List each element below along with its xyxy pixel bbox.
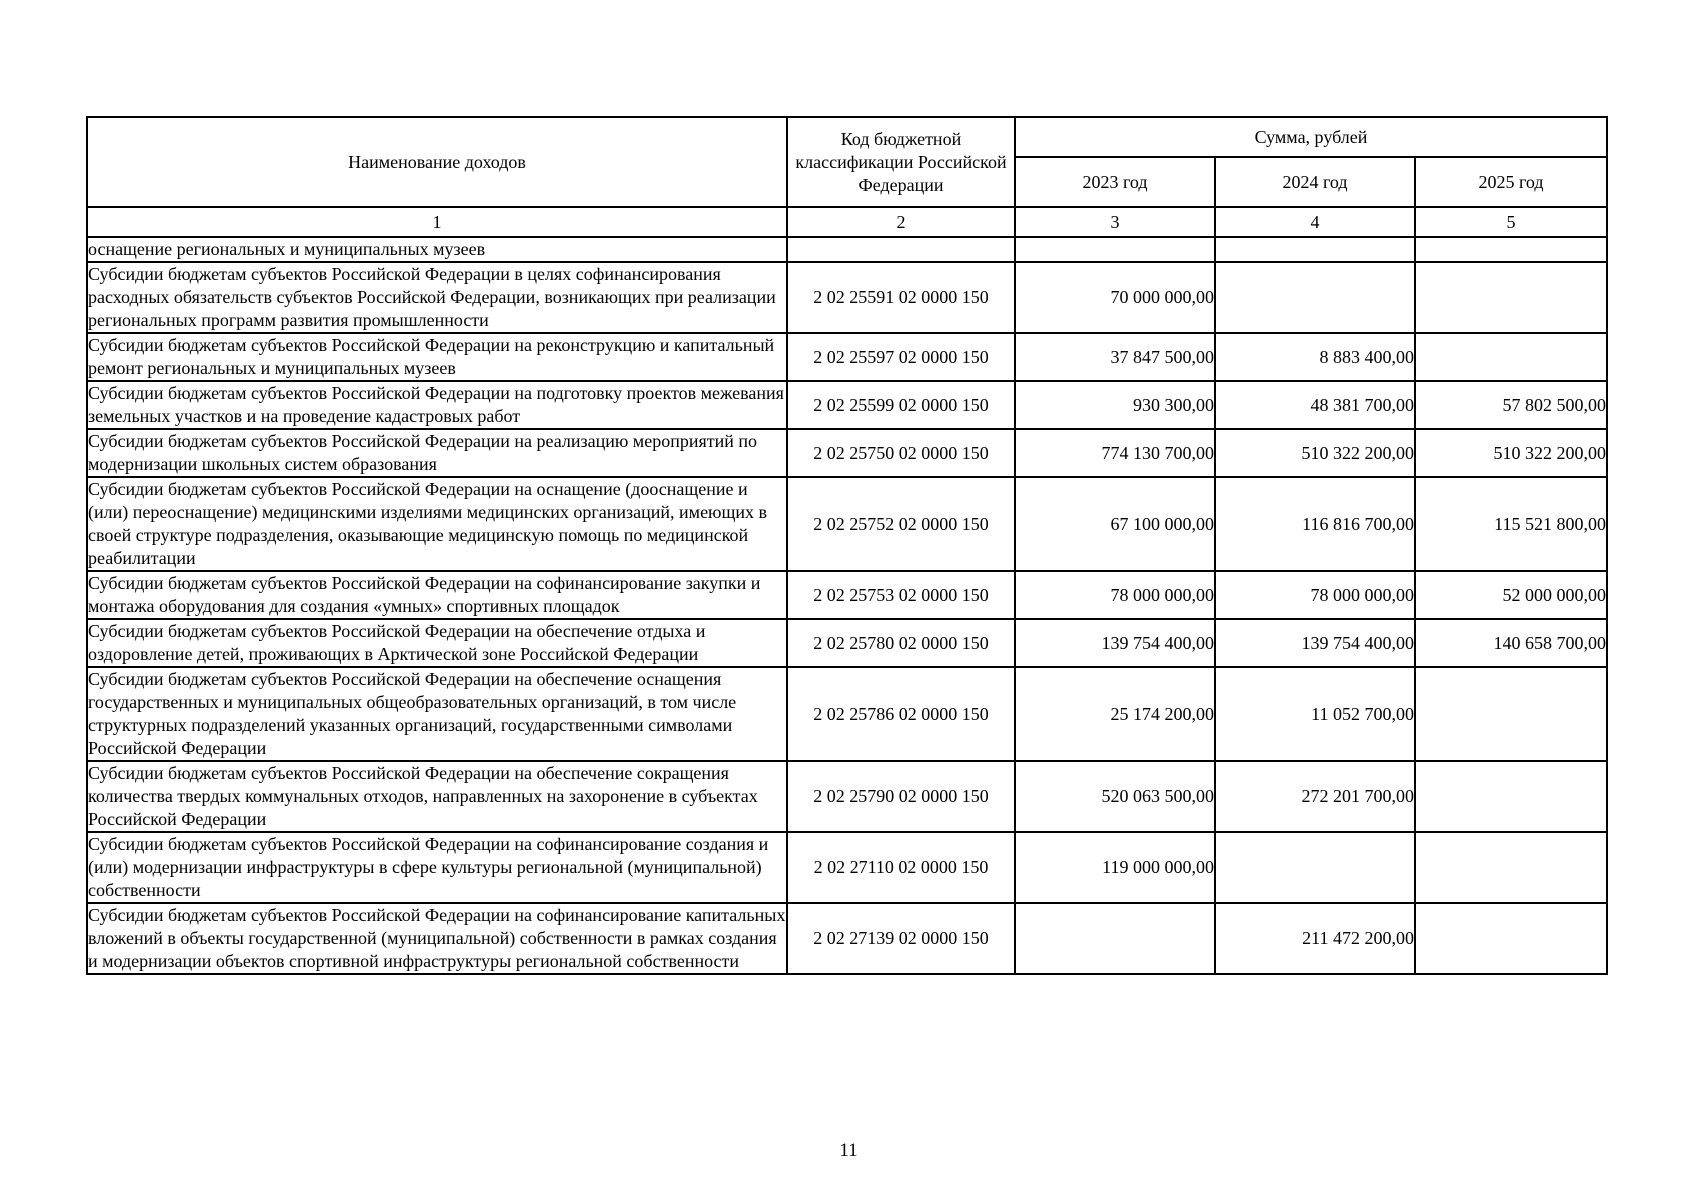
column-number: 2 <box>787 207 1015 237</box>
budget-code: 2 02 25752 02 0000 150 <box>787 477 1015 571</box>
income-name: Субсидии бюджетам субъектов Российской Федерации на софинансирование закупки и монтажа оборудования для создания «умных» спортивных площадок <box>87 571 787 619</box>
header-income-name: Наименование доходов <box>87 117 787 207</box>
budget-code: 2 02 25786 02 0000 150 <box>787 667 1015 761</box>
amount-2025 <box>1415 903 1607 974</box>
table-row <box>87 832 1607 903</box>
amount-2025 <box>1415 237 1607 262</box>
income-name: Субсидии бюджетам субъектов Российской Федерации на обеспечение сокращения количества твердых коммунальных отходов, направленных на захоронение в субъектах Российской Федерации <box>87 761 787 832</box>
income-name: Субсидии бюджетам субъектов Российской Федерации на оснащение (дооснащение и (или) переоснащение) медицинскими изделиями медицинских организаций, имеющих в своей структуре подразделения, оказывающие медицинскую помощь по медицинской реабилитации <box>87 477 787 571</box>
amount-2023: 139 754 400,00 <box>1015 619 1215 667</box>
amount-2023 <box>1015 237 1215 262</box>
income-name: Субсидии бюджетам субъектов Российской Федерации на софинансирование создания и (или) модернизации инфраструктуры в сфере культуры региональной (муниципальной) собственности <box>87 832 787 903</box>
income-name: Субсидии бюджетам субъектов Российской Федерации на обеспечение оснащения государственных и муниципальных общеобразовательных организаций, в том числе структурных подразделений указанных организаций, государственными символами Российской Федерации <box>87 667 787 761</box>
amount-2023: 37 847 500,00 <box>1015 333 1215 381</box>
budget-code: 2 02 25597 02 0000 150 <box>787 333 1015 381</box>
amount-2024: 11 052 700,00 <box>1215 667 1415 761</box>
column-number: 5 <box>1415 207 1607 237</box>
budget-code: 2 02 27110 02 0000 150 <box>787 832 1015 903</box>
income-name: Субсидии бюджетам субъектов Российской Федерации на обеспечение отдыха и оздоровление детей, проживающих в Арктической зоне Российской Федерации <box>87 619 787 667</box>
column-number: 1 <box>87 207 787 237</box>
revenue-table <box>86 116 1608 975</box>
amount-2023 <box>1015 903 1215 974</box>
amount-2024: 116 816 700,00 <box>1215 477 1415 571</box>
table-row <box>87 761 1607 832</box>
budget-code: 2 02 25780 02 0000 150 <box>787 619 1015 667</box>
page-number: 11 <box>839 1140 858 1161</box>
budget-code: 2 02 25599 02 0000 150 <box>787 381 1015 429</box>
amount-2025 <box>1415 262 1607 333</box>
table-row <box>87 903 1607 974</box>
column-number: 3 <box>1015 207 1215 237</box>
amount-2023: 67 100 000,00 <box>1015 477 1215 571</box>
table-row <box>87 429 1607 477</box>
amount-2024 <box>1215 262 1415 333</box>
amount-2025: 115 521 800,00 <box>1415 477 1607 571</box>
table-row <box>87 237 1607 262</box>
table-row <box>87 381 1607 429</box>
amount-2025: 510 322 200,00 <box>1415 429 1607 477</box>
amount-2025: 140 658 700,00 <box>1415 619 1607 667</box>
header-year-2023: 2023 год <box>1015 157 1215 207</box>
table-row <box>87 477 1607 571</box>
budget-code: 2 02 25750 02 0000 150 <box>787 429 1015 477</box>
amount-2023: 774 130 700,00 <box>1015 429 1215 477</box>
budget-code: 2 02 25591 02 0000 150 <box>787 262 1015 333</box>
amount-2024: 510 322 200,00 <box>1215 429 1415 477</box>
income-name: Субсидии бюджетам субъектов Российской Федерации на подготовку проектов межевания земельных участков и на проведение кадастровых работ <box>87 381 787 429</box>
income-name: Субсидии бюджетам субъектов Российской Федерации в целях софинансирования расходных обязательств субъектов Российской Федерации, возникающих при реализации региональных программ развития промышленности <box>87 262 787 333</box>
table-row <box>87 571 1607 619</box>
header-budget-code: Код бюджетной классификации Российской Федерации <box>787 117 1015 207</box>
amount-2025: 52 000 000,00 <box>1415 571 1607 619</box>
budget-code <box>787 237 1015 262</box>
amount-2024: 78 000 000,00 <box>1215 571 1415 619</box>
amount-2023: 520 063 500,00 <box>1015 761 1215 832</box>
amount-2024: 211 472 200,00 <box>1215 903 1415 974</box>
amount-2025 <box>1415 333 1607 381</box>
amount-2024: 8 883 400,00 <box>1215 333 1415 381</box>
amount-2024 <box>1215 237 1415 262</box>
income-name: оснащение региональных и муниципальных музеев <box>87 237 787 262</box>
amount-2025 <box>1415 761 1607 832</box>
amount-2024: 48 381 700,00 <box>1215 381 1415 429</box>
table-row <box>87 333 1607 381</box>
amount-2025: 57 802 500,00 <box>1415 381 1607 429</box>
budget-code: 2 02 25753 02 0000 150 <box>787 571 1015 619</box>
table-body <box>87 237 1607 974</box>
income-name: Субсидии бюджетам субъектов Российской Федерации на реализацию мероприятий по модернизации школьных систем образования <box>87 429 787 477</box>
header-year-2024: 2024 год <box>1215 157 1415 207</box>
amount-2023: 930 300,00 <box>1015 381 1215 429</box>
amount-2024: 272 201 700,00 <box>1215 761 1415 832</box>
header-sum: Сумма, рублей <box>1015 117 1607 157</box>
column-number: 4 <box>1215 207 1415 237</box>
budget-code: 2 02 27139 02 0000 150 <box>787 903 1015 974</box>
table-row <box>87 619 1607 667</box>
income-name: Субсидии бюджетам субъектов Российской Федерации на софинансирование капитальных вложений в объекты государственной (муниципальной) собственности в рамках создания и модернизации объектов спортивной инфраструктуры региональной собственности <box>87 903 787 974</box>
amount-2025 <box>1415 832 1607 903</box>
budget-code: 2 02 25790 02 0000 150 <box>787 761 1015 832</box>
amount-2023: 78 000 000,00 <box>1015 571 1215 619</box>
amount-2023: 25 174 200,00 <box>1015 667 1215 761</box>
amount-2024 <box>1215 832 1415 903</box>
table-row <box>87 262 1607 333</box>
amount-2025 <box>1415 667 1607 761</box>
table-row <box>87 667 1607 761</box>
amount-2023: 119 000 000,00 <box>1015 832 1215 903</box>
amount-2023: 70 000 000,00 <box>1015 262 1215 333</box>
income-name: Субсидии бюджетам субъектов Российской Федерации на реконструкцию и капитальный ремонт региональных и муниципальных музеев <box>87 333 787 381</box>
header-year-2025: 2025 год <box>1415 157 1607 207</box>
amount-2024: 139 754 400,00 <box>1215 619 1415 667</box>
